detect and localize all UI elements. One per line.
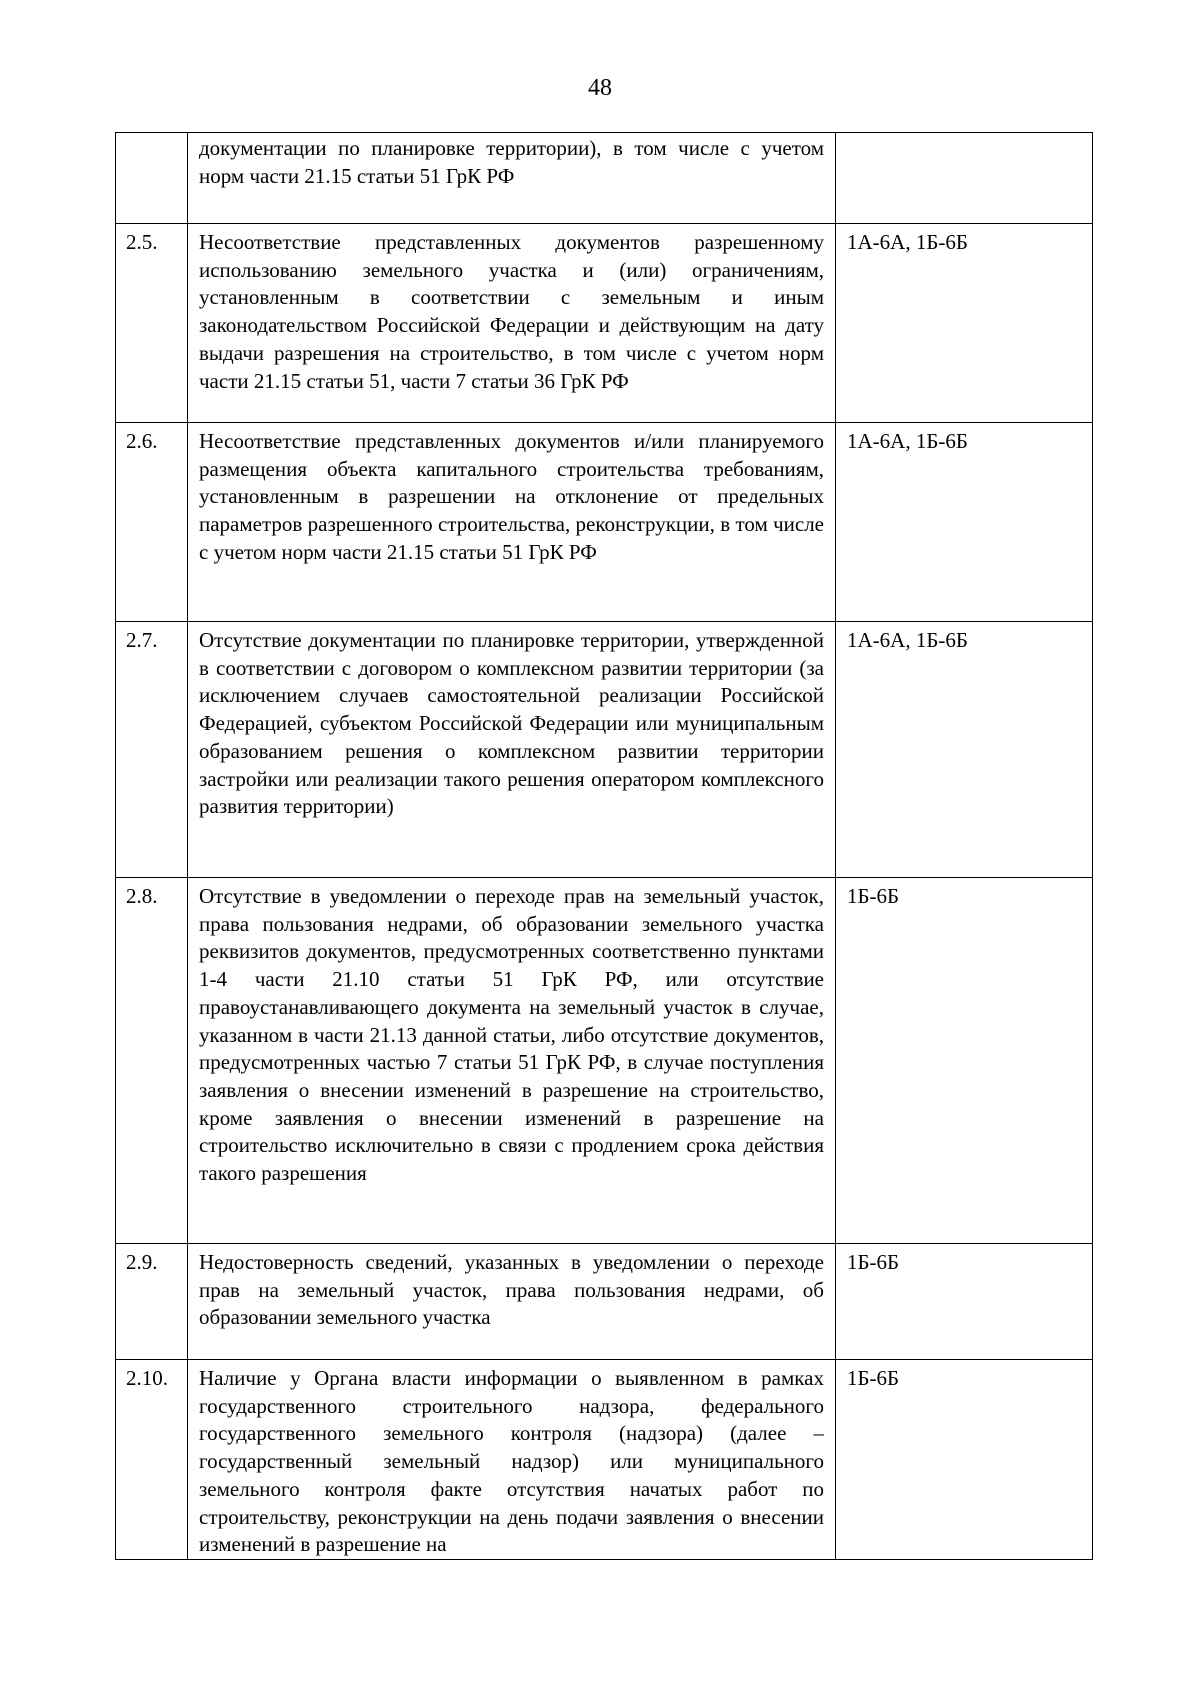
table-row (116, 878, 1093, 1244)
row-ref-cell: 1А-6А, 1Б-6Б (836, 224, 1093, 423)
row-ref-cell: 1А-6А, 1Б-6Б (836, 423, 1093, 622)
row-number-cell: 2.10. (116, 1360, 188, 1560)
row-number-cell: 2.6. (116, 423, 188, 622)
row-ref-cell: 1Б-6Б (836, 1244, 1093, 1360)
row-number-cell: 2.7. (116, 622, 188, 878)
row-text-cell: Недостоверность сведений, указанных в уведомлении о переходе прав на земельный участок, права пользования недрами, об образовании земельного участка (188, 1244, 836, 1360)
row-text-cell: документации по планировке территории), в том числе с учетом норм части 21.15 статьи 51 ГрК РФ (188, 133, 836, 224)
row-text-cell: Отсутствие документации по планировке территории, утвержденной в соответствии с договором о комплексном развитии территории (за исключением случаев самостоятельной реализации Российской Федерацией, субъектом Российской Федерации или муниципальным образованием решения о комплексном развитии территории застройки или реализации такого решения оператором комплексного развития территории) (188, 622, 836, 878)
row-number-cell (116, 133, 188, 224)
table-row (116, 133, 1093, 224)
row-number-cell: 2.5. (116, 224, 188, 423)
row-ref-cell (836, 133, 1093, 224)
row-ref-cell: 1А-6А, 1Б-6Б (836, 622, 1093, 878)
table-row (116, 1244, 1093, 1360)
table-row (116, 622, 1093, 878)
page-number: 48 (588, 75, 612, 101)
row-text-cell: Несоответствие представленных документов разрешенному использованию земельного участка и (или) ограничениям, установленным в соответствии с земельным и иным законодательством Российской Федерации и действующим на дату выдачи разрешения на строительство, в том числе с учетом норм части 21.15 статьи 51, части 7 статьи 36 ГрК РФ (188, 224, 836, 423)
row-text-cell: Наличие у Органа власти информации о выявленном в рамках государственного строительного надзора, федерального государственного земельного контроля (надзора) (далее – государственный земельный надзор) или муниципального земельного контроля факте отсутствия начатых работ по строительству, реконструкции на день подачи заявления о внесении изменений в разрешение на (188, 1360, 836, 1560)
row-number-cell: 2.8. (116, 878, 188, 1244)
table-row (116, 224, 1093, 423)
table-row (116, 1360, 1093, 1560)
row-number-cell: 2.9. (116, 1244, 188, 1360)
row-text-cell: Несоответствие представленных документов и/или планируемого размещения объекта капитального строительства требованиям, установленным в разрешении на отклонение от предельных параметров разрешенного строительства, реконструкции, в том числе с учетом норм части 21.15 статьи 51 ГрК РФ (188, 423, 836, 622)
table-row (116, 423, 1093, 622)
row-ref-cell: 1Б-6Б (836, 878, 1093, 1244)
row-text-cell: Отсутствие в уведомлении о переходе прав на земельный участок, права пользования недрами, об образовании земельного участка реквизитов документов, предусмотренных соответственно пунктами 1-4 части 21.10 статьи 51 ГрК РФ, или отсутствие правоустанавливающего документа на земельный участок в случае, указанном в части 21.13 данной статьи, либо отсутствие документов, предусмотренных частью 7 статьи 51 ГрК РФ, в случае поступления заявления о внесении изменений в разрешение на строительство, кроме заявления о внесении изменений в разрешение на строительство исключительно в связи с продлением срока действия такого разрешения (188, 878, 836, 1244)
requirements-table (115, 132, 1093, 1560)
row-ref-cell: 1Б-6Б (836, 1360, 1093, 1560)
